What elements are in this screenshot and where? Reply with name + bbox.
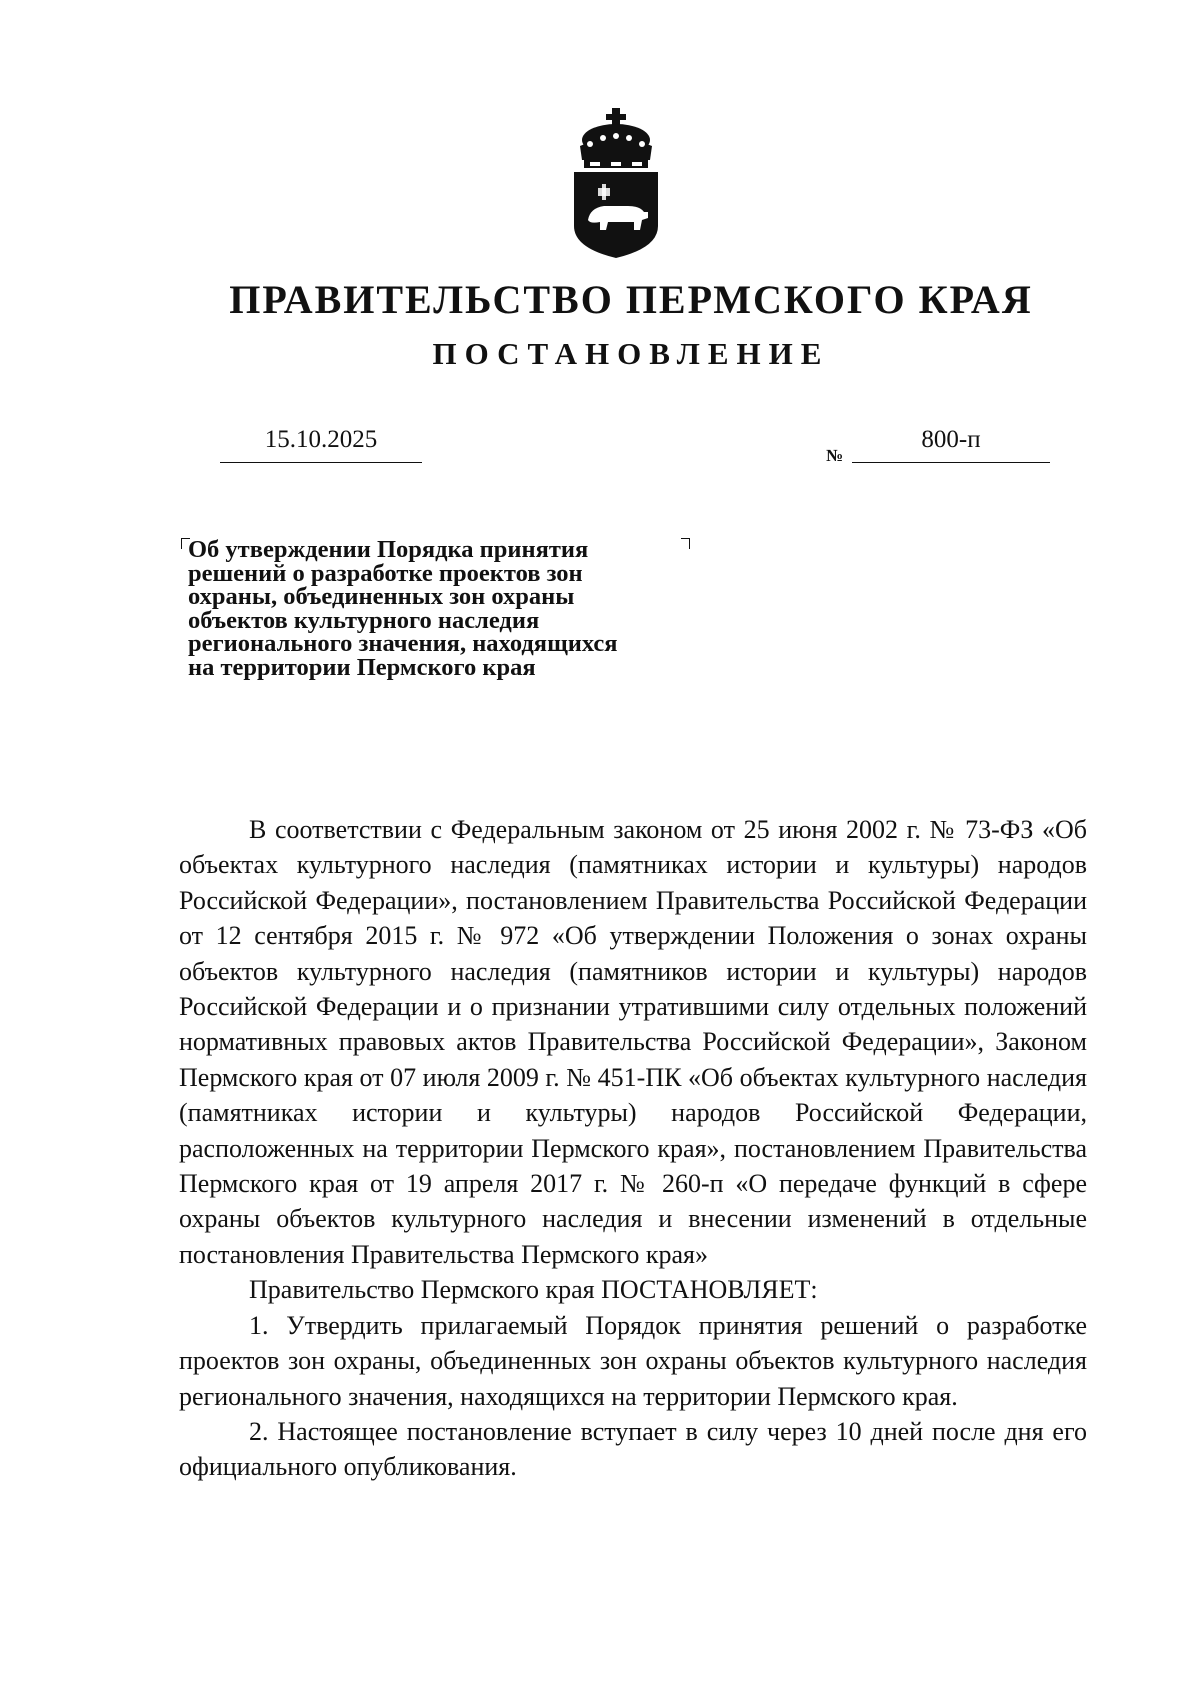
document-subject bbox=[188, 538, 708, 679]
subject-line: на территории Пермского края bbox=[188, 653, 536, 681]
document-number: 800-п bbox=[921, 426, 981, 453]
item-2-paragraph: 2. Настоящее постановление вступает в силу через 10 дней после дня его официального опубликования. bbox=[179, 1416, 1087, 1482]
subject-line: регионального значения, находящихся bbox=[188, 630, 618, 657]
document-date: 15.10.2025 bbox=[264, 426, 378, 453]
document-number-field bbox=[852, 420, 1050, 463]
document-date-field bbox=[220, 420, 422, 463]
number-sign: № bbox=[826, 446, 844, 465]
item-1-paragraph: 1. Утвердить прилагаемый Порядок принятия решений о разработке проектов зон охраны, объединенных зон охраны объектов культурного наследия регионального значения, находящихся на территории Пермского края. bbox=[179, 1310, 1087, 1411]
perm-krai-coat-of-arms-icon bbox=[568, 108, 664, 258]
document-body bbox=[179, 812, 1087, 1485]
organization-title: ПРАВИТЕЛЬСТВО ПЕРМСКОГО КРАЯ bbox=[229, 277, 1033, 322]
subject-line: охраны, объединенных зон охраны bbox=[188, 583, 575, 610]
subject-line: объектов культурного наследия bbox=[188, 606, 540, 634]
subject-line: решений о разработке проектов зон bbox=[188, 559, 583, 587]
document-type: ПОСТАНОВЛЕНИЕ bbox=[432, 336, 830, 371]
preamble-paragraph: В соответствии с Федеральным законом от 25 июня 2002 г. № 73-ФЗ «Об объектах культурного наследия (памятниках истории и культуры) народов Российской Федерации», постановлением Правительства Российской Федерации от 12 сентября 2015 г. № 972 «Об утверждении Положения о зонах охраны объектов культурного наследия (памятников истории и культуры) народов Российской Федерации и о признании утратившими силу отдельных положений нормативных правовых актов Правительства Российской Федерации», Законом Пермского края от 07 июля 2009 г. № 451-ПК «Об объектах культурного наследия (памятниках истории и культуры) народов Российской Федерации, расположенных на территории Пермского края», постановлением Правительства Пермского края от 19 апреля 2017 г. № 260-п «О передаче функций в сфере охраны объектов культурного наследия и внесении изменений в отдельные постановления Правительства Пермского края» bbox=[179, 815, 1087, 1269]
subject-line: Об утверждении Порядка принятия bbox=[188, 536, 589, 563]
resolves-paragraph: Правительство Пермского края ПОСТАНОВЛЯЕТ: bbox=[249, 1275, 818, 1305]
